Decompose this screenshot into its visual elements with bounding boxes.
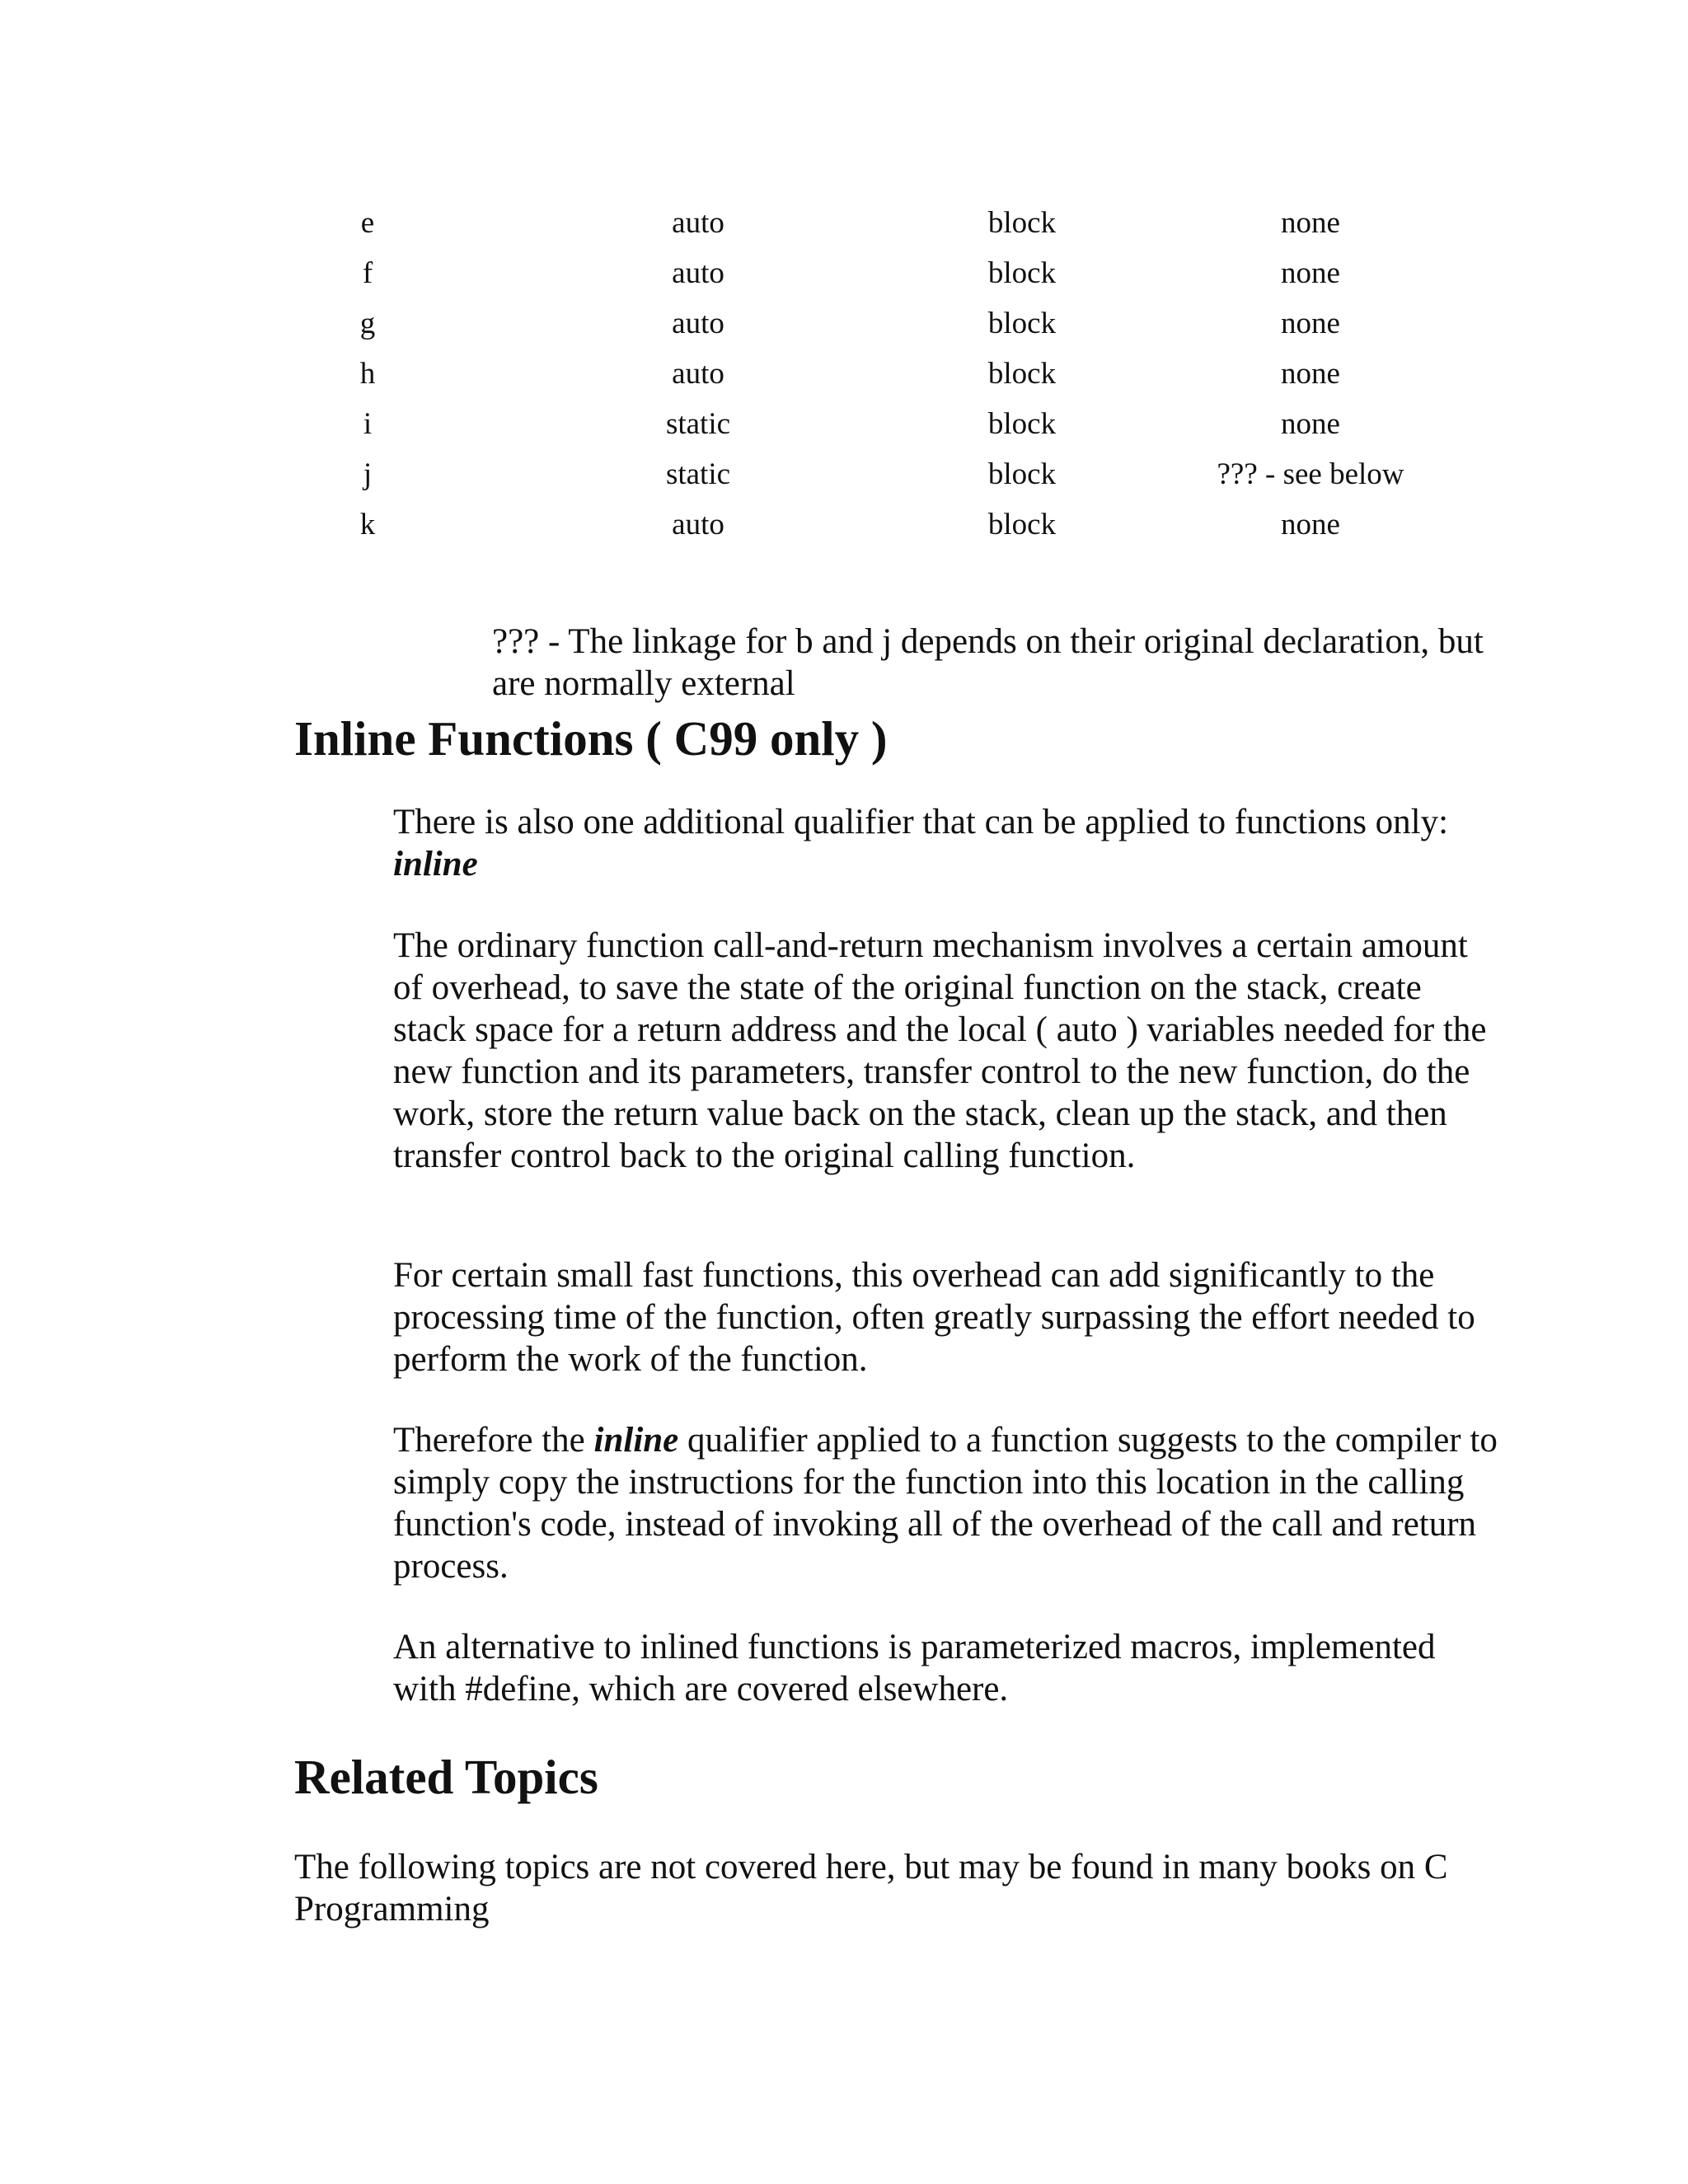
variable-name: g <box>359 307 376 340</box>
storage-class: auto <box>672 206 724 240</box>
paragraph-text: qualifier applied to a function suggests to the compiler to simply copy the instructions for the function into this location in the calling function's code, instead of invoking all of the overhead of the call and return process. <box>393 1421 1498 1586</box>
storage-class: auto <box>672 357 724 391</box>
storage-class: auto <box>672 508 724 541</box>
linkage: none <box>1281 508 1340 541</box>
table-row <box>297 499 1451 550</box>
section-heading-related-topics: Related Topics <box>294 1750 598 1804</box>
scope: block <box>987 206 1057 240</box>
linkage: none <box>1281 407 1340 441</box>
table-row <box>297 399 1451 449</box>
linkage: none <box>1281 206 1340 240</box>
linkage: none <box>1281 256 1340 290</box>
table-row <box>297 248 1451 298</box>
table-row <box>297 298 1451 349</box>
section-heading-inline-functions: Inline Functions ( C99 only ) <box>294 711 888 766</box>
storage-class: static <box>665 457 731 491</box>
scope: block <box>987 407 1057 441</box>
paragraph: For certain small fast functions, this overhead can add significantly to the processing time of the function, often greatly surpassing the effort needed to perform the work of the function. <box>393 1256 1475 1379</box>
storage-class: static <box>665 407 731 441</box>
variable-name: j <box>363 457 373 491</box>
paragraph: The following topics are not covered here, but may be found in many books on C Programming <box>294 1848 1448 1929</box>
table-row <box>297 449 1451 499</box>
storage-class: auto <box>672 256 724 290</box>
linkage: none <box>1281 357 1340 391</box>
paragraph <box>393 801 1502 885</box>
variable-name: h <box>359 357 376 391</box>
scope: block <box>987 357 1057 391</box>
variable-name: k <box>359 508 376 541</box>
paragraph-text: Therefore the <box>393 1421 594 1460</box>
inline-keyword: inline <box>593 1421 679 1460</box>
scope: block <box>987 457 1057 491</box>
paragraph <box>393 1419 1502 1587</box>
scope: block <box>987 256 1057 290</box>
linkage: ??? - see below <box>1217 457 1404 491</box>
variable-name: i <box>363 407 373 441</box>
table-row <box>297 349 1451 399</box>
table-row <box>297 198 1451 248</box>
table-footnote: ??? - The linkage for b and j depends on their original declaration, but are normally external <box>492 622 1484 703</box>
storage-class-table <box>297 198 1451 550</box>
linkage: none <box>1281 307 1340 340</box>
scope: block <box>987 307 1057 340</box>
storage-class: auto <box>672 307 724 340</box>
variable-name: e <box>360 206 375 240</box>
inline-keyword: inline <box>393 845 478 883</box>
paragraph: The ordinary function call-and-return mechanism involves a certain amount of overhead, to save the state of the original function on the stack, create stack space for a return address and the local ( auto ) variables needed for the new function and its parameters, transfer control to the new function, do the work, store the return value back on the stack, clean up the stack, and then transfer control back to the original calling function. <box>393 926 1487 1175</box>
paragraph: An alternative to inlined functions is parameterized macros, implemented with #define, which are covered elsewhere. <box>393 1628 1436 1708</box>
paragraph-text: There is also one additional qualifier that can be applied to functions only: <box>393 803 1449 841</box>
scope: block <box>987 508 1057 541</box>
variable-name: f <box>362 256 373 290</box>
